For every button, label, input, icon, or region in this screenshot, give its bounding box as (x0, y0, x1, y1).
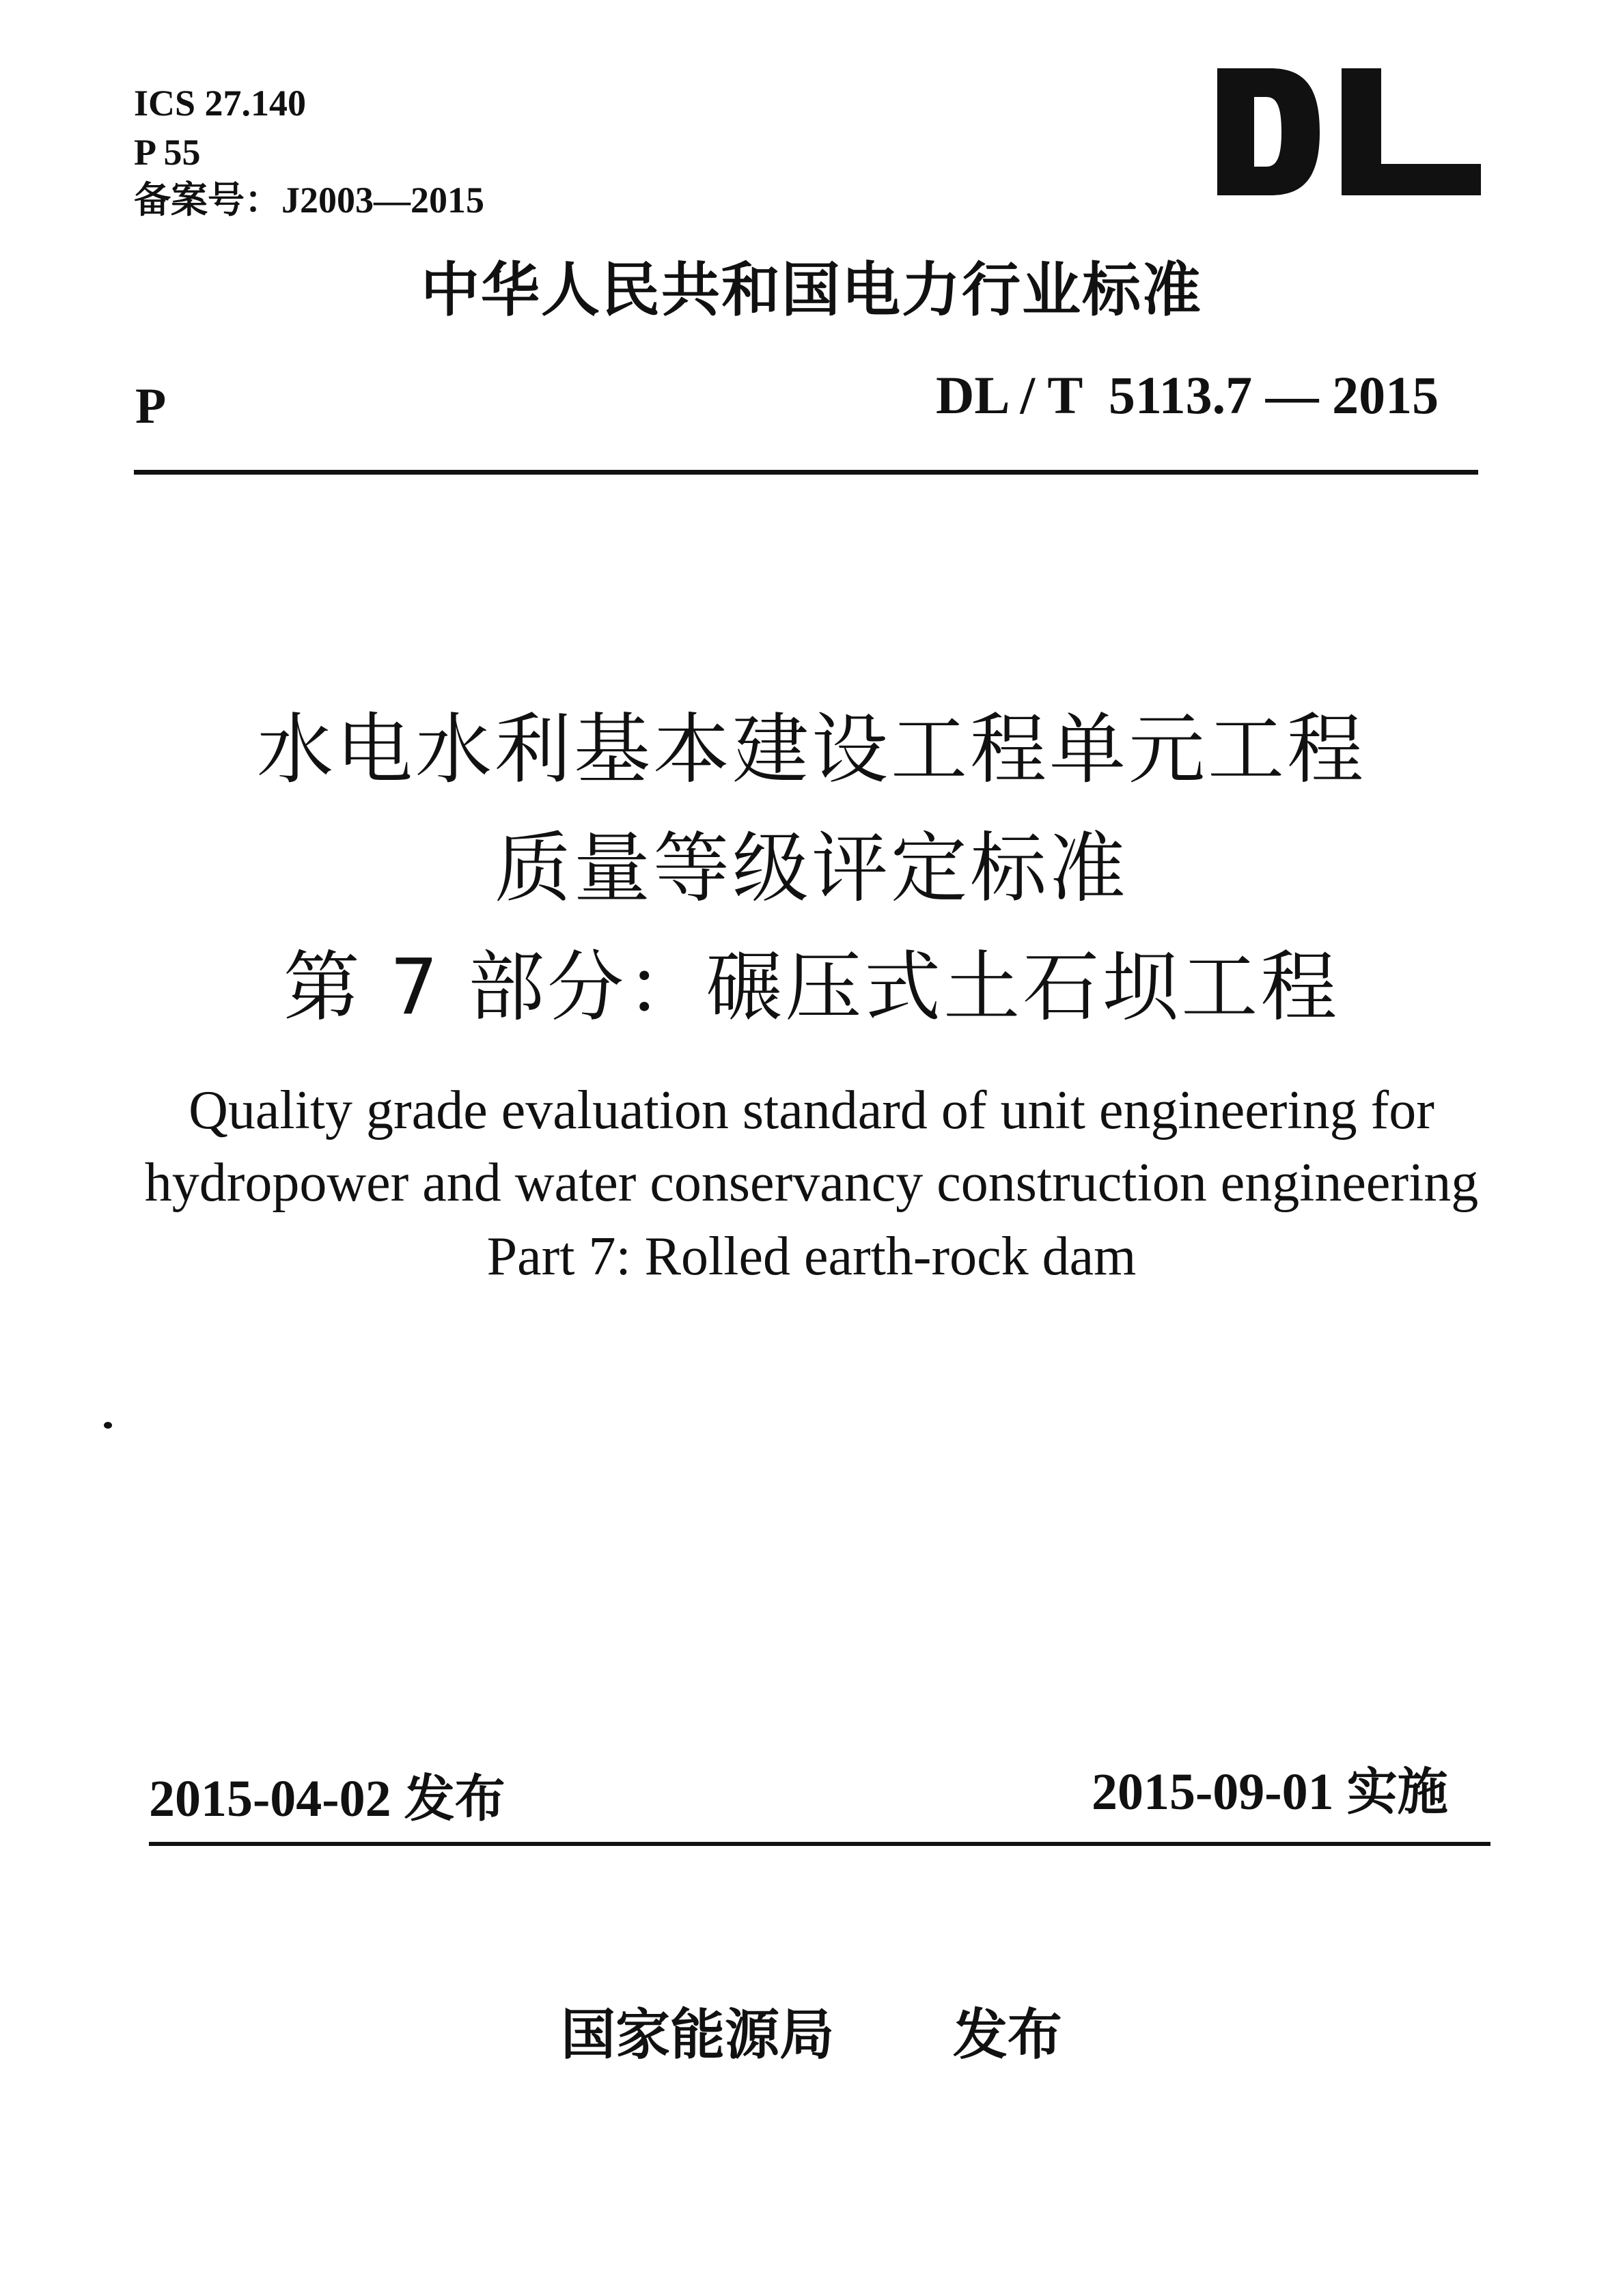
ics-code: ICS 27.140 (134, 83, 307, 124)
implement-date-block (1092, 1763, 1448, 1821)
publisher-action: 发布 (952, 2003, 1062, 2067)
title-en-line2: hydropower and water conservancy construction engineering (144, 1153, 1479, 1213)
filing-number: 备案号：J2003—2015 (134, 180, 484, 221)
standard-left-code: P (135, 378, 167, 434)
issue-label: 发布 (404, 1769, 505, 1828)
classification-code: P 55 (134, 132, 201, 173)
standard-number: DL / T 5113.7 — 2015 (936, 365, 1439, 425)
dl-logo-graphic (1217, 68, 1481, 195)
publisher-block (0, 2003, 1623, 2067)
date-divider (149, 1842, 1490, 1846)
issue-date-block (149, 1769, 505, 1828)
title-en-line1: Quality grade evaluation standard of unit engineering for (189, 1080, 1434, 1140)
title-cn-line2: 质量等级评定标准 (495, 824, 1128, 913)
header-divider (134, 470, 1478, 475)
title-cn-line1: 水电水利基本建设工程单元工程 (257, 705, 1366, 794)
issue-date: 2015-04-02 (149, 1770, 391, 1828)
title-cn-line3: 第 7 部分：碾压式土石坝工程 (283, 943, 1340, 1032)
standard-category: 中华人民共和国电力行业标准 (421, 256, 1202, 324)
dl-logo (1217, 68, 1481, 195)
title-en-line3: Part 7: Rolled earth-rock dam (486, 1227, 1137, 1287)
publisher-name: 国家能源局 (561, 2003, 835, 2067)
scan-speck (104, 1422, 112, 1429)
implement-label: 实施 (1346, 1763, 1448, 1821)
implement-date: 2015-09-01 (1092, 1763, 1334, 1821)
